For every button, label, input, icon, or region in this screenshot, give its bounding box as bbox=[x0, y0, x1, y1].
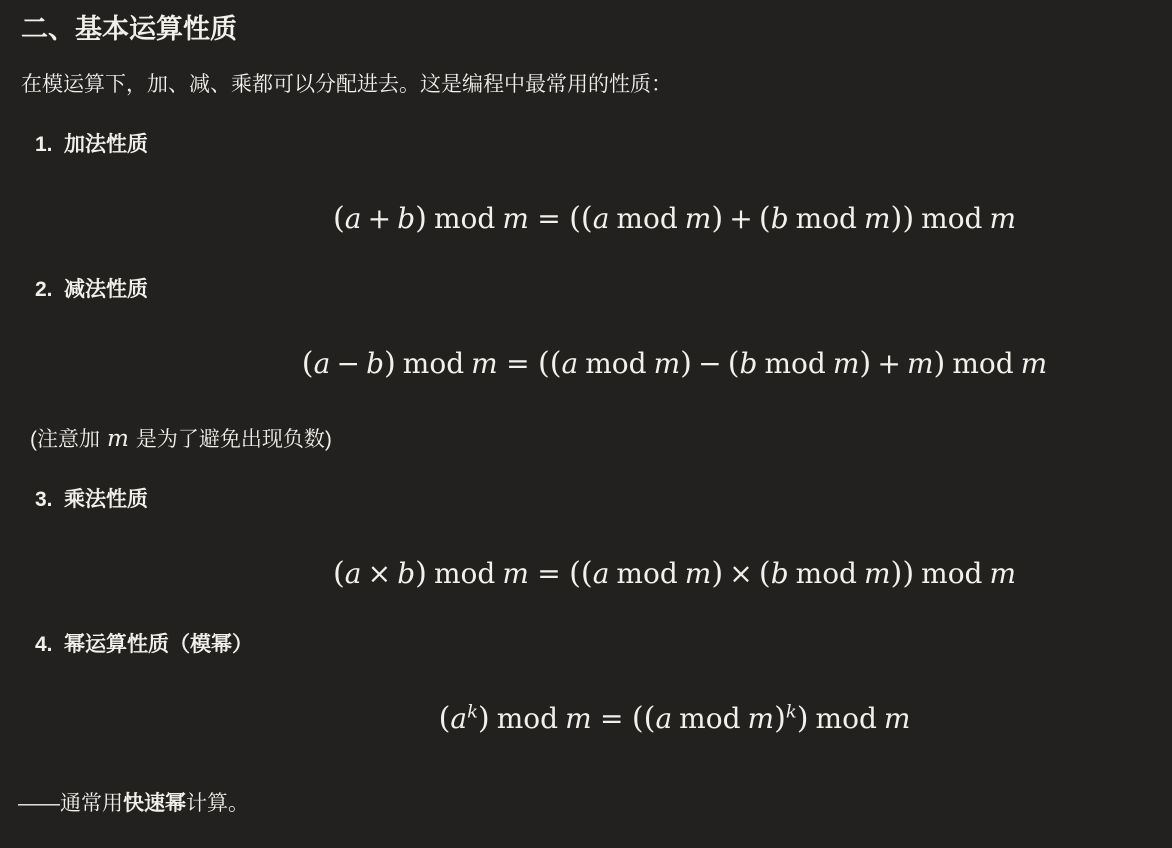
fast-power-bold: 快速幂 bbox=[123, 792, 186, 815]
list-item-number: 4. bbox=[35, 633, 53, 656]
subtraction-note bbox=[21, 424, 1148, 455]
note-text-pre: (注意加 bbox=[30, 428, 100, 451]
list-item-title: 乘法性质 bbox=[64, 488, 148, 511]
intro-paragraph: 在模运算下，加、减、乘都可以分配进去。这是编程中最常用的性质： bbox=[21, 73, 672, 96]
list-item-number: 3. bbox=[35, 488, 53, 511]
list-item-subtraction bbox=[21, 275, 1148, 305]
list-item-multiplication bbox=[21, 485, 1148, 515]
note-text-post: 是为了避免出现负数) bbox=[135, 428, 332, 451]
list-item-number: 1. bbox=[35, 133, 53, 156]
note-inline-math: m bbox=[107, 426, 129, 452]
list-item-title: 减法性质 bbox=[64, 278, 148, 301]
list-item-title: 幂运算性质（模幂） bbox=[64, 633, 253, 656]
list-item-addition bbox=[21, 130, 1148, 160]
list-item-power bbox=[21, 630, 1148, 660]
footer-text-pre: ——通常用 bbox=[18, 792, 123, 815]
section-heading: 二、基本运算性质 bbox=[21, 14, 237, 44]
list-item-number: 2. bbox=[35, 278, 53, 301]
formula-subtraction: (a − b) mod m = ((a mod m) − (b mod m) + m) mod m bbox=[301, 346, 1048, 381]
footer-text-post: 计算。 bbox=[186, 792, 249, 815]
list-item-title: 加法性质 bbox=[64, 133, 148, 156]
formula-addition: (a + b) mod m = ((a mod m) + (b mod m)) mod m bbox=[332, 201, 1017, 236]
formula-power: $(a^k)$ mod m = ((a mod m)$^k$) mod m bbox=[438, 701, 911, 736]
fast-power-note bbox=[18, 789, 1148, 819]
formula-multiplication: (a × b) mod m = ((a mod m) × (b mod m)) mod m bbox=[332, 556, 1017, 591]
